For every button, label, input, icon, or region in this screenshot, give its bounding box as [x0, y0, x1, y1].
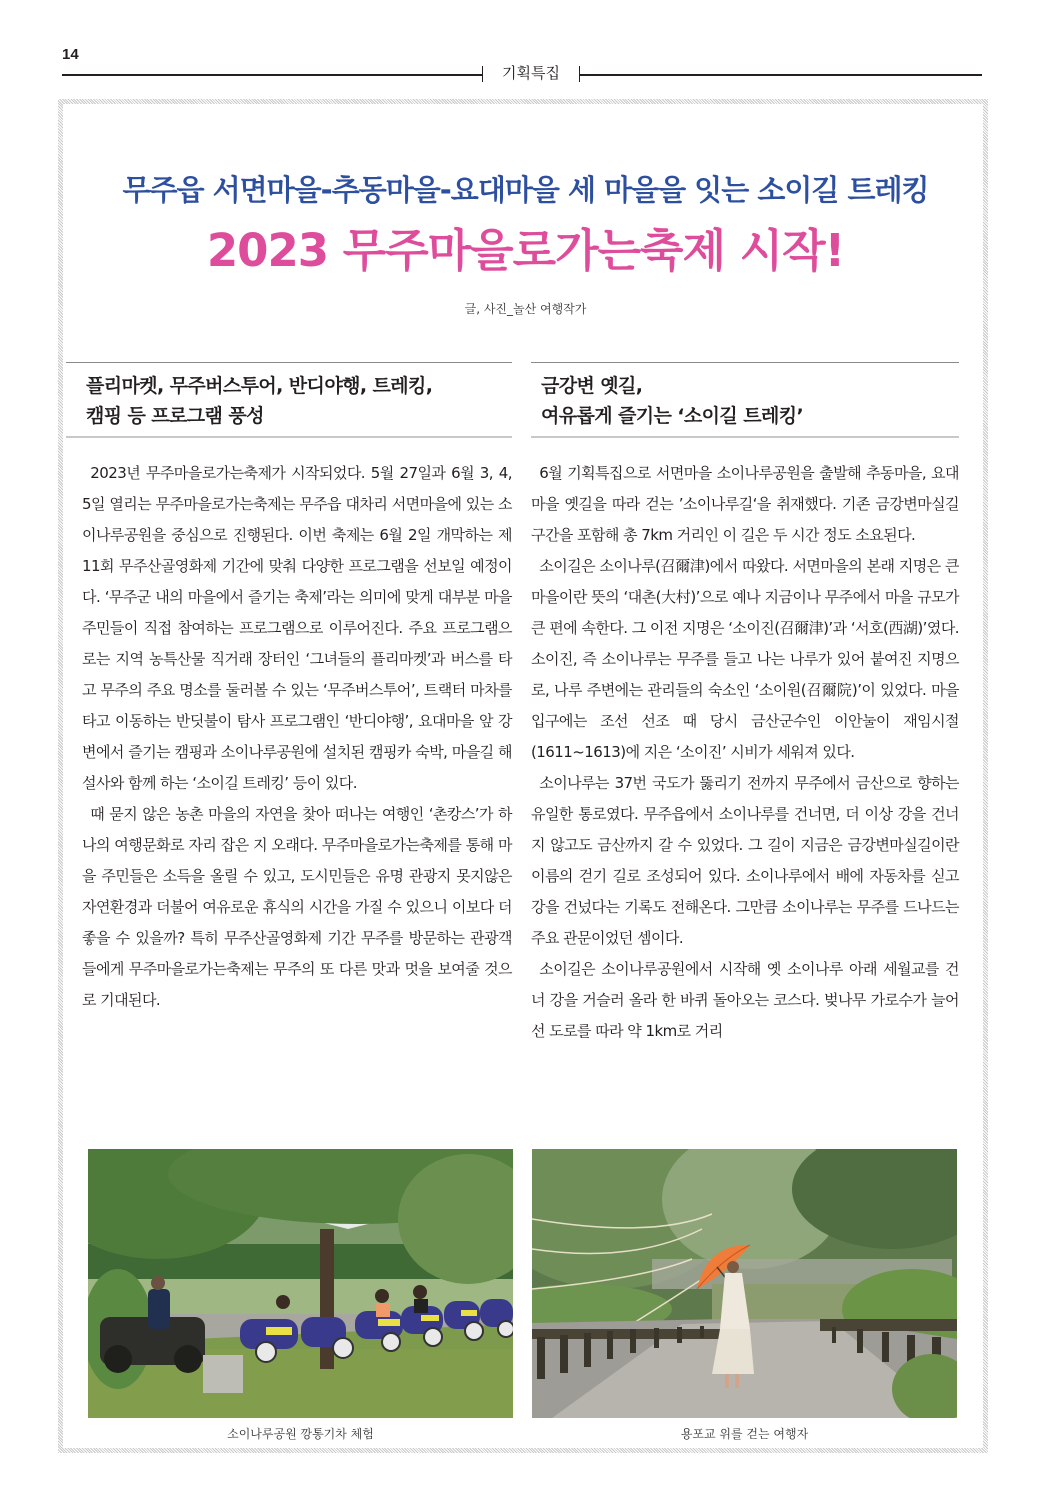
- right-column-heading: [531, 362, 959, 438]
- header-rule-left: [62, 74, 482, 76]
- page-number: 14: [62, 46, 79, 63]
- photo-can-train: [88, 1149, 513, 1418]
- photo-caption: 용포교 위를 걷는 여행자: [680, 1427, 809, 1441]
- paragraph: 소이길은 소이나루(召爾津)에서 따왔다. 서면마을의 본래 지명은 큰 마을이란 뜻의 ‘대촌(大村)’으로 예나 지금이나 무주에서 마을 규모가 큰 편에 속한다. 그 이전 지명은 ‘소이진(召爾津)’과 ‘서호(西湖)’였다. 소이진, 즉 소이나루는 무주를 들고 나는 나루가 있어 붙여진 지명으로, 나루 주변에는 관리들의 숙소인 ‘소이원(召爾院)’이 있었다. 마을 입구에는 조선 선조 때 당시 금산군수인 이안눌이 재임시절(1611~1613)에 지은 ‘소이진’ 시비가 세워져 있다.: [531, 557, 959, 761]
- left-column: [66, 362, 512, 1016]
- photo-bridge-traveler-image: [532, 1149, 957, 1418]
- paragraph: 소이길은 소이나루공원에서 시작해 옛 소이나루 아래 세월교를 건너 강을 거슬러 올라 한 바퀴 돌아오는 코스다. 벚나무 가로수가 늘어선 도로를 따라 약 1km로 거리: [531, 960, 959, 1040]
- photo-caption: 소이나루공원 깡통기차 체험: [227, 1427, 374, 1441]
- right-column-body: [531, 458, 959, 1047]
- paragraph: 때 묻지 않은 농촌 마을의 자연을 찾아 떠나는 여행인 ‘촌캉스’가 하나의 여행문화로 자리 잡은 지 오래다. 무주마을로가는축제를 통해 마을 주민들은 소득을 올릴 수 있고, 도시민들은 유명 관광지 못지않은 자연환경과 더불어 여유로운 휴식의 시간을 가질 수 있으니 이보다 더 좋을 수 있을까? 특히 무주산골영화제 기간 무주를 방문하는 관광객들에게 무주마을로가는축제는 무주의 또 다른 맛과 멋을 보여줄 것으로 기대된다.: [82, 805, 512, 1009]
- article-byline: 글, 사진_놀산 여행작가: [464, 302, 587, 316]
- article-title: 2023 무주마을로가는축제 시작!: [206, 224, 845, 277]
- heading-line: 캠핑 등 프로그램 풍성: [86, 405, 264, 427]
- left-column-heading: [66, 362, 512, 438]
- article-subtitle: 무주읍 서면마을-추동마을-요대마을 세 마을을 잇는 소이길 트레킹: [122, 173, 929, 207]
- header-rule-right: [580, 74, 982, 76]
- photo-bridge-traveler: [532, 1149, 957, 1418]
- heading-line: 플리마켓, 무주버스투어, 반디야행, 트레킹,: [86, 375, 433, 397]
- paragraph: 6월 기획특집으로 서면마을 소이나루공원을 출발해 추동마을, 요대마을 옛길을 따라 걷는 ’소이나루길‘을 취재했다. 기존 금강변마실길 구간을 포함해 총 7km 거리인 이 길은 두 시간 정도 소요된다.: [531, 464, 959, 544]
- right-column: [531, 362, 959, 1047]
- paragraph: 2023년 무주마을로가는축제가 시작되었다. 5월 27일과 6월 3, 4, 5일 열리는 무주마을로가는축제는 무주읍 대차리 서면마을에 있는 소이나루공원을 중심으로 진행된다. 이번 축제는 6월 2일 개막하는 제11회 무주산골영화제 기간에 맞춰 다양한 프로그램을 선보일 예정이다. ‘무주군 내의 마을에서 즐기는 축제’라는 의미에 맞게 대부분 마을 주민들이 직접 참여하는 프로그램으로 이루어진다. 주요 프로그램으로는 지역 농특산물 직거래 장터인 ‘그녀들의 플리마켓’과 버스를 타고 무주의 주요 명소를 둘러볼 수 있는 ‘무주버스투어’, 트랙터 마차를 타고 이동하는 반딧불이 탐사 프로그램인 ‘반디야행’, 요대마을 앞 강변에서 즐기는 캠핑과 소이나루공원에 설치된 캠핑카 숙박, 마을길 해설사와 함께 하는 ‘소이길 트레킹’ 등이 있다.: [82, 464, 512, 792]
- left-column-body: [66, 458, 512, 1016]
- heading-line: 금강변 옛길,: [541, 375, 643, 397]
- paragraph: 소이나루는 37번 국도가 뚫리기 전까지 무주에서 금산으로 향하는 유일한 통로였다. 무주읍에서 소이나루를 건너면, 더 이상 강을 건너지 않고도 금산까지 갈 수 있었다. 그 길이 지금은 금강변마실길이란 이름의 걷기 길로 조성되어 있다. 소이나루에서 배에 자동차를 싣고 강을 건넜다는 기록도 전해온다. 그만큼 소이나루는 무주를 드나드는 주요 관문이었던 셈이다.: [531, 774, 959, 947]
- photo-can-train-image: [88, 1149, 513, 1418]
- heading-line: 여유롭게 즐기는 ‘소이길 트레킹’: [541, 405, 804, 427]
- section-label: 기획특집: [502, 64, 560, 82]
